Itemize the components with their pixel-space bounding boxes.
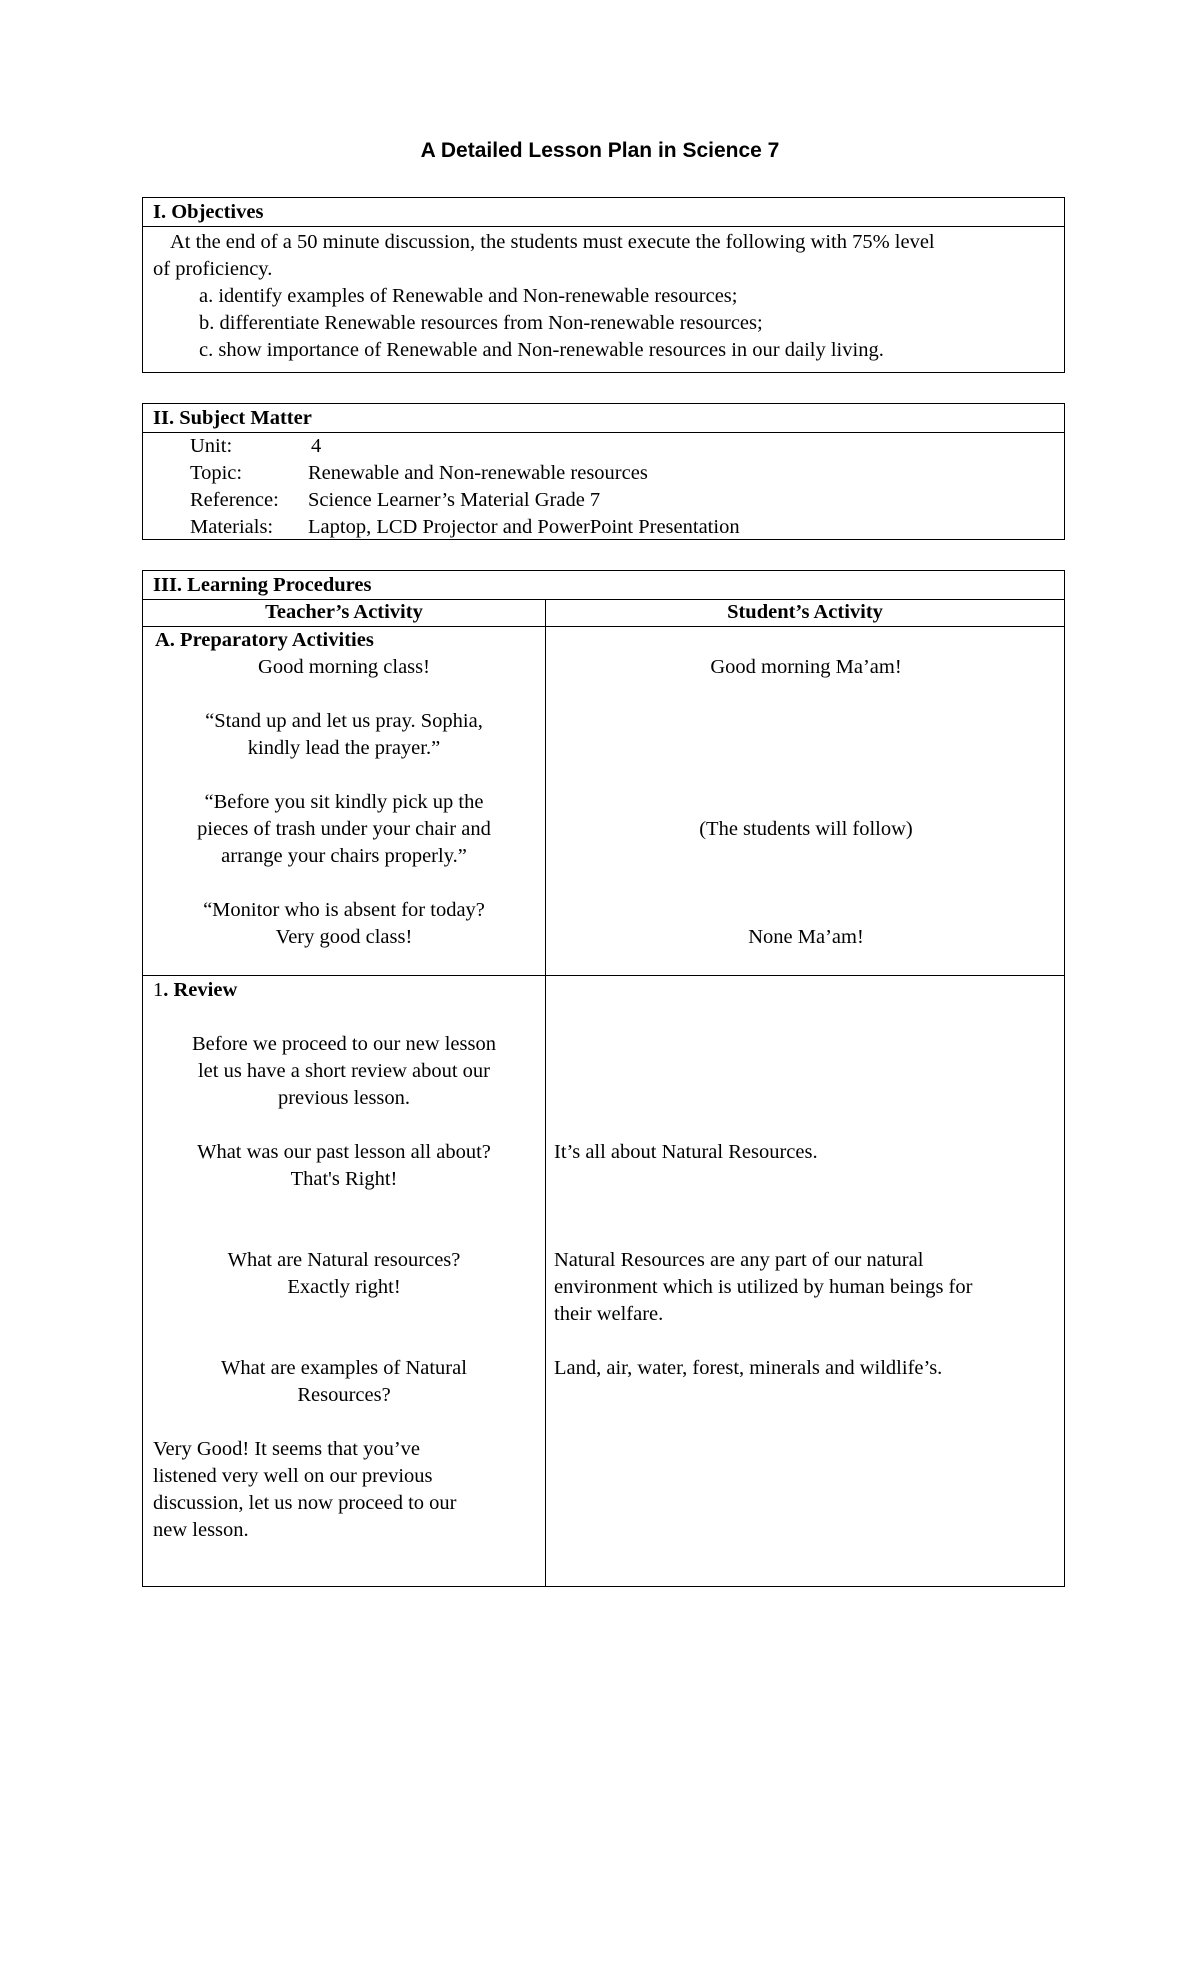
teacher-line: kindly lead the prayer.” [247,737,441,759]
objective-item-c: c. show importance of Renewable and Non-renewable resources in our daily living. [199,339,884,361]
subject-row-unit [143,433,1064,460]
student-line: their welfare. [554,1303,664,1325]
teacher-line: Good morning class! [258,656,430,678]
subject-row-topic [143,460,1064,487]
student-line: (The students will follow) [699,818,913,840]
subject-row-reference [143,487,1064,514]
teacher-line: Exactly right! [287,1276,401,1298]
teacher-line: listened very well on our previous [153,1465,433,1487]
review-heading-text: . Review [163,979,238,1001]
student-line: It’s all about Natural Resources. [554,1141,818,1163]
teacher-line: “Stand up and let us pray. Sophia, [205,710,483,732]
subject-label: Reference: [190,489,279,511]
teacher-line: new lesson. [153,1519,249,1541]
subject-matter-section [142,403,1065,540]
teacher-line: “Monitor who is absent for today? [203,899,485,921]
procedures-heading: III. Learning Procedures [143,571,1064,600]
teacher-line: Very Good! It seems that you’ve [153,1438,421,1460]
objectives-intro-line2: of proficiency. [153,258,273,280]
procedures-section [142,570,1065,1587]
subject-label: Topic: [190,462,243,484]
preparatory-heading: A. Preparatory Activities [155,629,374,651]
teacher-line: arrange your chairs properly.” [221,845,467,867]
teacher-line: Before we proceed to our new lesson [192,1033,496,1055]
review-heading-number: 1 [153,979,164,1001]
student-line: Land, air, water, forest, minerals and wildlife’s. [554,1357,943,1379]
student-line: Good morning Ma’am! [710,656,902,678]
subject-row-materials [143,514,1064,541]
student-activity-header: Student’s Activity [727,601,883,623]
document-title: A Detailed Lesson Plan in Science 7 [420,139,780,162]
column-divider [545,599,546,1586]
objectives-heading: I. Objectives [143,198,1064,227]
teacher-line: Very good class! [275,926,413,948]
subject-value: Renewable and Non-renewable resources [308,462,648,484]
objective-item-b: b. differentiate Renewable resources from Non-renewable resources; [199,312,763,334]
objectives-section [142,197,1065,373]
subject-matter-heading: II. Subject Matter [143,404,1064,433]
teacher-line: What was our past lesson all about? [197,1141,491,1163]
review-heading [153,977,237,1004]
objectives-intro-line1: At the end of a 50 minute discussion, the students must execute the following with 75% level [170,231,935,253]
subject-value: Laptop, LCD Projector and PowerPoint Presentation [308,516,740,538]
row-divider [143,975,1064,976]
teacher-line: What are Natural resources? [227,1249,461,1271]
teacher-activity-header: Teacher’s Activity [265,601,423,623]
subject-value: 4 [311,435,322,457]
teacher-line: pieces of trash under your chair and [197,818,491,840]
student-line: None Ma’am! [748,926,864,948]
student-line: environment which is utilized by human beings for [554,1276,973,1298]
subject-label: Unit: [190,435,233,457]
teacher-line: previous lesson. [277,1087,411,1109]
teacher-line: That's Right! [290,1168,398,1190]
objective-item-a: a. identify examples of Renewable and Non-renewable resources; [199,285,738,307]
subject-value: Science Learner’s Material Grade 7 [308,489,601,511]
teacher-line: discussion, let us now proceed to our [153,1492,457,1514]
teacher-line: What are examples of Natural [221,1357,467,1379]
student-line: Natural Resources are any part of our natural [554,1249,924,1271]
teacher-line: “Before you sit kindly pick up the [204,791,484,813]
teacher-line: let us have a short review about our [197,1060,491,1082]
teacher-line: Resources? [297,1384,391,1406]
subject-label: Materials: [190,516,274,538]
